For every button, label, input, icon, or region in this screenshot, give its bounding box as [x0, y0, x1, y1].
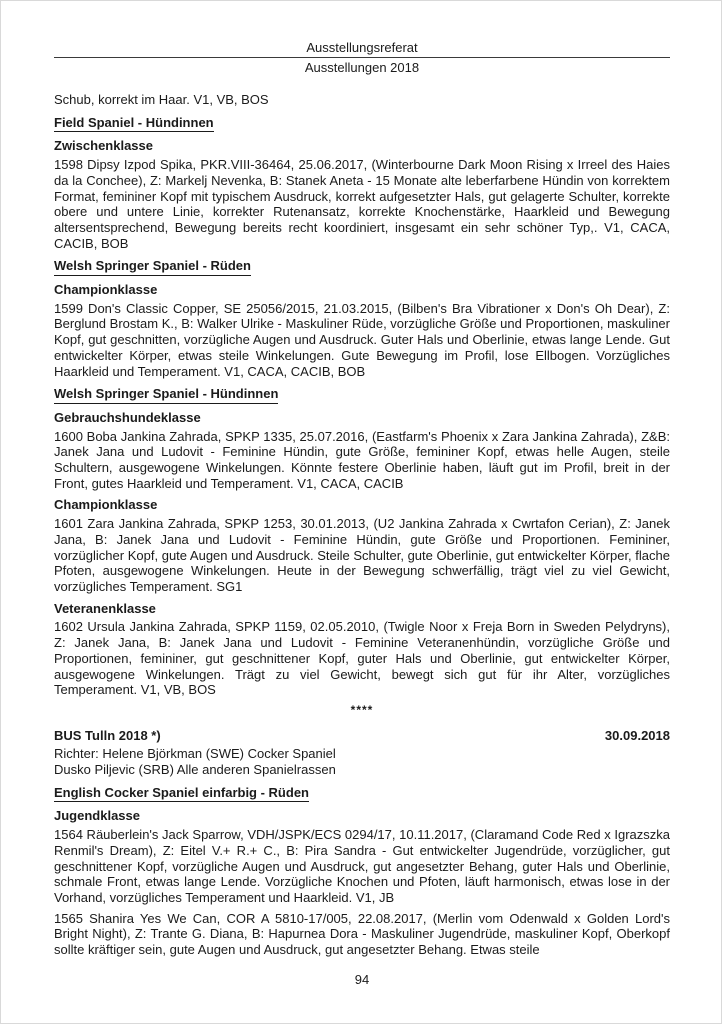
class-heading-veteranenklasse: Veteranenklasse	[54, 600, 156, 616]
breed-heading-welsh-springer-huendinnen	[54, 386, 670, 404]
event-header	[54, 728, 670, 744]
event-date: 30.09.2018	[604, 727, 670, 743]
page-header	[54, 39, 670, 76]
judge-line-1: Richter: Helene Björkman (SWE) Cocker Spaniel	[54, 746, 336, 762]
judges-block	[54, 746, 670, 777]
breed-heading-text: Welsh Springer Spaniel - Hündinnen	[54, 386, 278, 404]
class-heading-zwischenklasse: Zwischenklasse	[54, 138, 153, 154]
event-title: BUS Tulln 2018 *)	[54, 727, 161, 743]
class-heading-jugendklasse: Jugendklasse	[54, 808, 140, 824]
section-separator: ****	[350, 702, 374, 717]
entry-1600: 1600 Boba Jankina Zahrada, SPKP 1335, 25.07.2016, (Eastfarm's Phoenix x Zara Jankina Zahrada), Z&B: Janek Jana und Ludovit - Feminine Hündin, gute Größe, femininer Kopf, etwas helle Augen, steile Schultern, ausgewogene Winkelungen. Könnte festere Oberlinie haben, läuft gut im Profil, breit in der Front, gutes Haarkleid und Temperament. V1, CACA, CACIB	[54, 428, 670, 491]
breed-heading-english-cocker-einfarbig-rueden	[54, 785, 670, 803]
header-title: Ausstellungsreferat	[54, 39, 670, 58]
carryover-paragraph: Schub, korrekt im Haar. V1, VB, BOS	[54, 92, 269, 107]
class-heading-championklasse: Championklasse	[54, 282, 158, 298]
entry-1602: 1602 Ursula Jankina Zahrada, SPKP 1159, 02.05.2010, (Twigle Noor x Freja Born in Sweden Pelydryns), Z: Janek Jana, B: Janek Jana und Ludovit - Feminine Veteranenhündin, vorzügliche Größe und Proportionen, femininer, gut geschnittener Kopf, guter Hals und Oberlinie, gut entwickelter Körper, ausgewogene Winkelungen. Trägt zu viel Gewicht, bewegt sich gut für ihr Alter, vorzügliches Temperament. V1, VB, BOS	[54, 619, 670, 698]
breed-heading-text: Welsh Springer Spaniel - Rüden	[54, 258, 251, 276]
document-page	[1, 1, 722, 1023]
entry-1598: 1598 Dipsy Izpod Spika, PKR.VIII-36464, 25.06.2017, (Winterbourne Dark Moon Rising x Irreel des Haies da la Conchee), Z: Markelj Nevenka, B: Stanek Aneta - 15 Monate alte leberfarbene Hündin von korrektem Format, femininer Kopf mit typischem Ausdruck, korrekt aufgesetzter Hals, gut gelagerte Schulter, korrekte obere und untere Linie, korrekter Rutenansatz, korrekte Knochenstärke, Haarkleid und Bewegung altersentsprechend, Bewegung bereits recht koordiniert, insgesamt ein sehr schöner Typ,. V1, CACA, CACIB, BOB	[54, 157, 670, 251]
judge-line-2: Dusko Piljevic (SRB) Alle anderen Spanielrassen	[54, 762, 336, 778]
breed-heading-text: Field Spaniel - Hündinnen	[54, 115, 214, 133]
class-heading-championklasse-2: Championklasse	[54, 497, 158, 513]
page-number: 94	[354, 971, 370, 987]
class-heading-gebrauchshundeklasse: Gebrauchshundeklasse	[54, 409, 201, 425]
breed-heading-text: English Cocker Spaniel einfarbig - Rüden	[54, 785, 309, 803]
breed-heading-field-spaniel-huendinnen	[54, 115, 670, 133]
entry-1564: 1564 Räuberlein's Jack Sparrow, VDH/JSPK/ECS 0294/17, 10.11.2017, (Claramand Code Red x Igrazszka Renmil's Dream), Z: Eitel V.+ R.+ C., B: Pira Sandra - Gut entwickelter Jugendrüde, vorzüglicher, gut geschnittener Kopf, vorzügliche Augen und Ausdruck, gut angesetzter Behang, guter Hals und Oberlinie, schmale Front, etwas lange Lende. Vorzügliche Knochen und Pfoten, läuft harmonisch, etwas lose in der Vorhand, vorzügliches Temperament und Haarkleid. V1, JB	[54, 827, 670, 905]
breed-heading-welsh-springer-rueden	[54, 258, 670, 276]
entry-1601: 1601 Zara Jankina Zahrada, SPKP 1253, 30.01.2013, (U2 Jankina Zahrada x Cwrtafon Cerian), Z: Janek Jana, B: Janek Jana und Ludovit - Feminine Hündin, gute Größe und Proportionen. Femininer, vorzüglicher Kopf, gute Augen und Ausdruck. Steile Schulter, gute Oberlinie, gut entwickelter Körper, flache Pfoten, ausgewogene Winkelungen. Heute in der Bewegung schwerfällig, trägt viel zu viel Gewicht, vorzügliches Temperament. SG1	[54, 516, 670, 594]
entry-1599: 1599 Don's Classic Copper, SE 25056/2015, 21.03.2015, (Bilben's Bra Vibrationer x Don's Oh Dear), Z: Berglund Brostam K., B: Walker Ulrike - Maskuliner Rüde, vorzügliche Größe und Proportionen, maskuliner Kopf, gut geschnitten, vorzügliche Augen und Ausdruck. Guter Hals und Oberlinie, etwas lange Lende. Gut entwickelter Körper, etwas steile Winkelungen. Gute Bewegung im Profil, lose Ellbogen. Vorzügliches Haarkleid und Temperament. V1, CACA, CACIB, BOB	[54, 300, 670, 379]
entry-1565: 1565 Shanira Yes We Can, COR A 5810-17/005, 22.08.2017, (Merlin vom Odenwald x Golden Lord's Bright Night), Z: Trante G. Diana, B: Hapurnea Dora - Maskuliner Jugendrüde, maskuliner Kopf, Oberkopf sollte kräftiger sein, gute Augen und Ausdruck, gut angesetzter Behang. Etwas steile	[54, 910, 670, 958]
header-subtitle: Ausstellungen 2018	[304, 60, 420, 75]
